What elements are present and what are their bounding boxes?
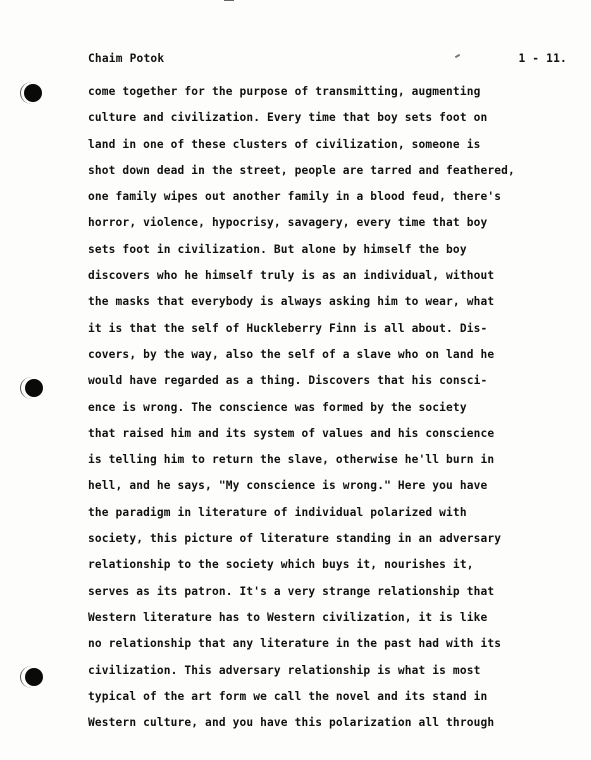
- body-text: [88, 79, 583, 736]
- punch-hole-top: [24, 84, 42, 102]
- text-line: come together for the purpose of transmitting, augmenting: [88, 85, 481, 98]
- page-header: [88, 52, 567, 70]
- text-line: would have regarded as a thing. Discovers that his consci-: [88, 374, 488, 388]
- text-line: civilization. This adversary relationship is what is most: [88, 663, 481, 677]
- text-line: discovers who he himself truly is as an individual, without: [88, 269, 495, 283]
- top-edge-mark: [224, 0, 234, 4]
- header-author: Chaim Potok: [88, 52, 165, 65]
- text-line: hell, and he says, "My conscience is wrong." Here you have: [88, 479, 488, 493]
- text-line: the paradigm in literature of individual polarized with: [88, 505, 467, 519]
- text-line: ence is wrong. The conscience was formed by the society: [88, 400, 467, 414]
- text-line: relationship to the society which buys it, nourishes it,: [88, 558, 474, 572]
- text-line: that raised him and its system of values and his conscience: [88, 426, 495, 440]
- text-line: is telling him to return the slave, otherwise he'll burn in: [88, 453, 495, 467]
- text-line: horror, violence, hypocrisy, savagery, every time that boy: [88, 216, 488, 230]
- text-line: Western culture, and you have this polarization all through: [88, 716, 495, 730]
- text-line: the masks that everybody is always asking him to wear, what: [88, 295, 495, 309]
- text-line: sets foot in civilization. But alone by himself the boy: [88, 242, 467, 256]
- text-line: it is that the self of Huckleberry Finn is all about. Dis-: [88, 321, 488, 335]
- text-line: typical of the art form we call the novel and its stand in: [88, 689, 488, 703]
- text-line: covers, by the way, also the self of a slave who on land he: [88, 347, 495, 361]
- text-line: society, this picture of literature standing in an adversary: [88, 532, 502, 546]
- text-line: no relationship that any literature in the past had with its: [88, 637, 502, 651]
- text-line: culture and civilization. Every time that boy sets foot on: [88, 111, 488, 125]
- text-line: land in one of these clusters of civilization, someone is: [88, 137, 481, 151]
- header-page-number: 1 - 11.: [518, 52, 567, 65]
- punch-hole-bottom: [25, 668, 43, 686]
- text-line: one family wipes out another family in a blood feud, there's: [88, 190, 502, 204]
- text-line: serves as its patron. It's a very strange relationship that: [88, 584, 495, 598]
- text-line: shot down dead in the street, people are tarred and feathered,: [88, 163, 515, 177]
- text-line: Western literature has to Western civilization, it is like: [88, 610, 488, 624]
- punch-hole-middle: [25, 379, 43, 397]
